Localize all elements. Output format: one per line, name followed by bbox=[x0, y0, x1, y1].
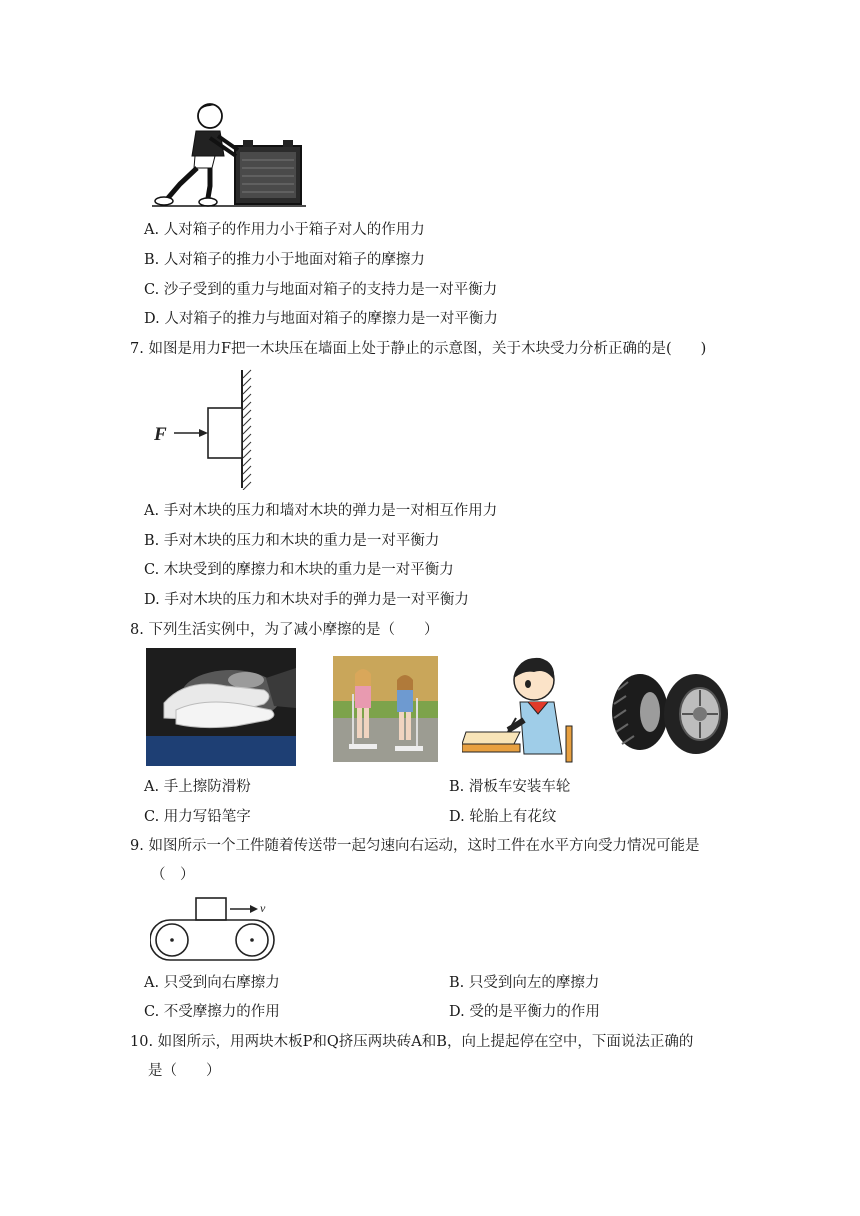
boy-pushing-box-figure bbox=[150, 98, 310, 210]
option-a[interactable]: A. 只受到向右摩擦力 bbox=[144, 975, 280, 991]
option-d[interactable]: D. 轮胎上有花纹 bbox=[449, 809, 557, 825]
force-f-label: F bbox=[154, 424, 167, 445]
option-c[interactable]: C. 木块受到的摩擦力和木块的重力是一对平衡力 bbox=[144, 562, 454, 578]
question-10-stem-continued: 是（ ） bbox=[148, 1063, 221, 1079]
boy-writing-pencil-figure bbox=[462, 650, 580, 764]
option-b[interactable]: B. 只受到向左的摩擦力 bbox=[449, 975, 600, 991]
question-7-stem: 7. 如图是用力F把一木块压在墙面上处于静止的示意图，关于木块受力分析正确的是( ) bbox=[130, 341, 707, 357]
question-10-stem: 10. 如图所示，用两块木板P和Q挤压两块砖A和B，向上提起停在空中，下面说法正确的 bbox=[130, 1034, 694, 1050]
kids-scooter-photo bbox=[333, 656, 438, 762]
option-c[interactable]: C. 不受摩擦力的作用 bbox=[144, 1004, 280, 1020]
option-a[interactable]: A. 人对箱子的作用力小于箱子对人的作用力 bbox=[144, 222, 425, 238]
option-d[interactable]: D. 人对箱子的推力与地面对箱子的摩擦力是一对平衡力 bbox=[144, 311, 498, 327]
question-9-stem-continued: （ ） bbox=[151, 867, 195, 883]
question-9-stem: 9. 如图所示一个工件随着传送带一起匀速向右运动，这时工件在水平方向受力情况可能是 bbox=[130, 838, 700, 854]
option-b[interactable]: B. 手对木块的压力和木块的重力是一对平衡力 bbox=[144, 533, 440, 549]
option-b[interactable]: B. 人对箱子的推力小于地面对箱子的摩擦力 bbox=[144, 252, 425, 268]
option-c[interactable]: C. 沙子受到的重力与地面对箱子的支持力是一对平衡力 bbox=[144, 282, 498, 298]
option-d[interactable]: D. 手对木块的压力和木块对手的弹力是一对平衡力 bbox=[144, 592, 469, 608]
question-8-stem: 8. 下列生活实例中，为了减小摩擦的是（ ） bbox=[130, 622, 439, 638]
option-d[interactable]: D. 受的是平衡力的作用 bbox=[449, 1004, 600, 1020]
conveyor-belt-figure bbox=[150, 896, 280, 966]
option-a[interactable]: A. 手上擦防滑粉 bbox=[144, 779, 251, 795]
option-a[interactable]: A. 手对木块的压力和墙对木块的弹力是一对相互作用力 bbox=[144, 503, 498, 519]
hands-chalk-powder-photo bbox=[146, 648, 296, 766]
option-b[interactable]: B. 滑板车安装车轮 bbox=[449, 779, 571, 795]
block-pressed-on-wall-figure bbox=[150, 368, 270, 490]
tires-tread-photo bbox=[608, 672, 730, 756]
velocity-v-label: v bbox=[260, 901, 266, 915]
option-c[interactable]: C. 用力写铅笔字 bbox=[144, 809, 251, 825]
